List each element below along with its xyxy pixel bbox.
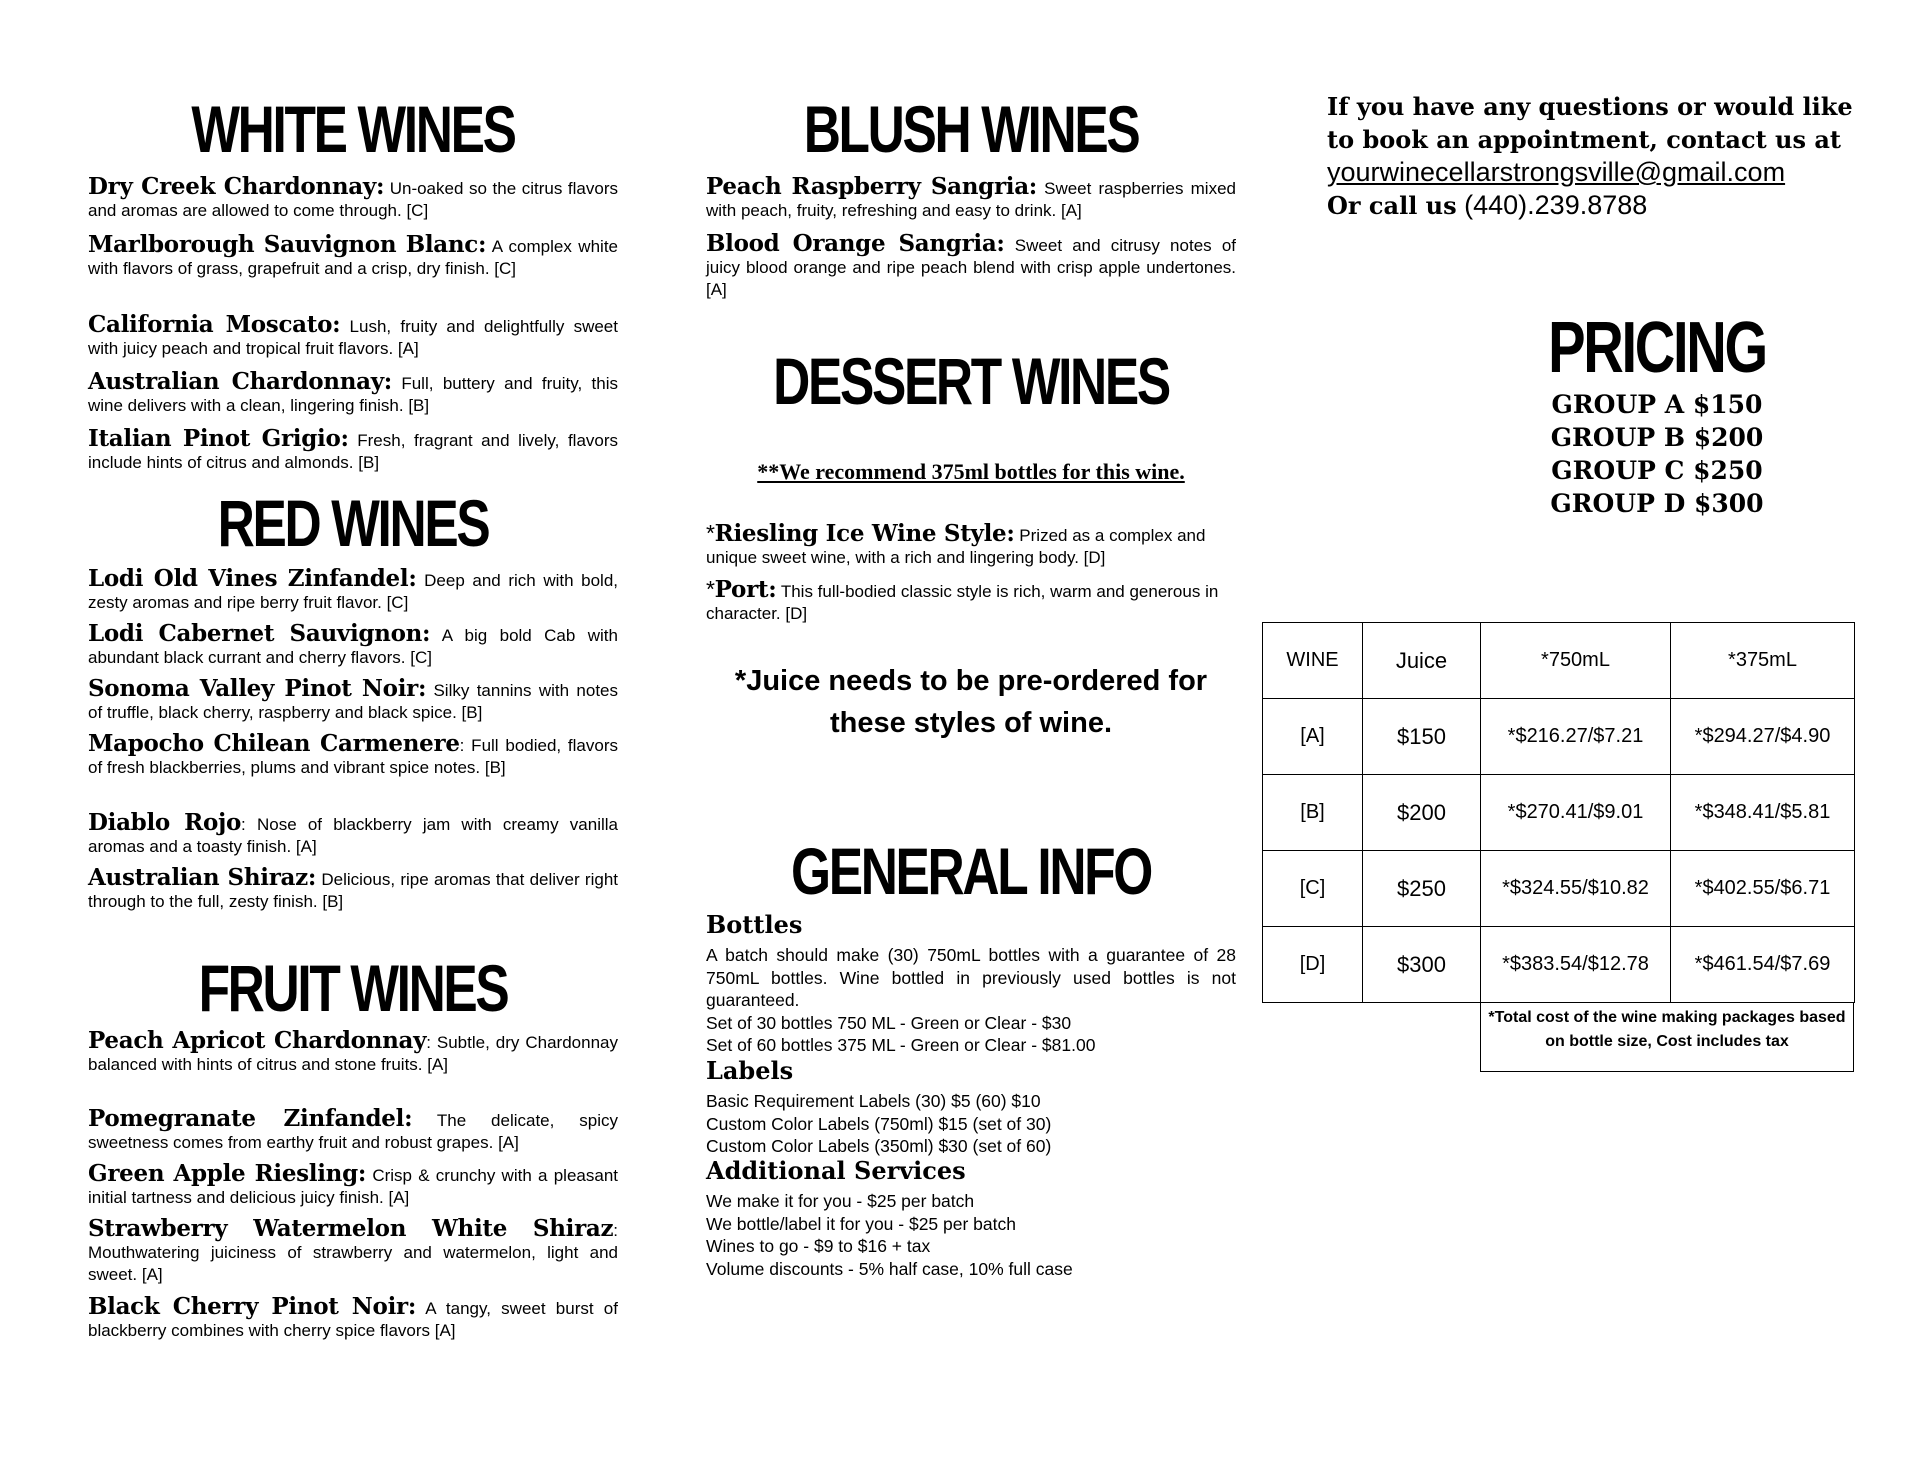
pricing-group: GROUP D $300 xyxy=(1550,489,1764,518)
table-cell: [B] xyxy=(1263,775,1363,851)
table-row xyxy=(1263,927,1855,1003)
wine-entry: Lodi Old Vines Zinfandel: Deep and rich with bold, zesty aromas and ripe berry fruit flavor. [C] xyxy=(88,565,619,612)
wine-entry: Lodi Cabernet Sauvignon: A big bold Cab with abundant black currant and cherry flavors. [C] xyxy=(88,620,618,667)
phone-number: (440).239.8788 xyxy=(1456,190,1648,220)
wine-entry: Dry Creek Chardonnay: Un-oaked so the citrus flavors and aromas are allowed to come through. [C] xyxy=(88,173,618,220)
pricing-group: GROUP A $150 xyxy=(1551,390,1763,419)
labels-subheading: Labels xyxy=(706,1056,794,1085)
left-column xyxy=(88,0,618,1484)
table-header: *750mL xyxy=(1481,623,1671,699)
fruit-wines-heading: FRUIT WINES xyxy=(198,951,508,1025)
right-column xyxy=(1262,0,1858,1484)
bottles-paragraph: A batch should make (30) 750mL bottles with a guarantee of 28 750mL bottles. Wine bottled in previously used bottles is not guaranteed. xyxy=(706,945,1236,1010)
table-header-row xyxy=(1263,623,1855,699)
wine-entry: Italian Pinot Grigio: Fresh, fragrant and lively, flavors include hints of citrus and almonds. [B] xyxy=(88,425,619,472)
wine-entry: *Riesling Ice Wine Style: Prized as a complex and unique sweet wine, with a rich and lingering body. [D] xyxy=(706,520,1206,567)
table-cell: *$461.54/$7.69 xyxy=(1671,927,1855,1003)
table-cell: $150 xyxy=(1363,699,1481,775)
services-info xyxy=(706,1190,1236,1280)
pricing-heading: PRICING xyxy=(1548,308,1766,388)
wine-entry: Sonoma Valley Pinot Noir: Silky tannins with notes of truffle, black cherry, raspberry and black spice. [B] xyxy=(88,675,618,722)
white-wines-heading: WHITE WINES xyxy=(191,92,515,166)
table-header: Juice xyxy=(1363,623,1481,699)
info-line: Set of 30 bottles 750 ML - Green or Clear - $30 xyxy=(706,1012,1072,1033)
table-cell: *$270.41/$9.01 xyxy=(1481,775,1671,851)
table-row xyxy=(1263,775,1855,851)
wine-entry: Mapocho Chilean Carmenere: Full bodied, flavors of fresh blackberries, plums and vibrant spice notes. [B] xyxy=(88,730,618,777)
info-line: Wines to go - $9 to $16 + tax xyxy=(706,1236,931,1256)
pricing-group: GROUP C $250 xyxy=(1551,456,1763,485)
middle-column xyxy=(706,0,1236,1484)
table-cell: *$324.55/$10.82 xyxy=(1481,851,1671,927)
table-cell: [D] xyxy=(1263,927,1363,1003)
general-info-heading: GENERAL INFO xyxy=(791,834,1151,908)
table-cell: *$348.41/$5.81 xyxy=(1671,775,1855,851)
table-cell: $250 xyxy=(1363,851,1481,927)
labels-info xyxy=(706,1090,1236,1158)
table-header: WINE xyxy=(1263,623,1363,699)
info-line: We make it for you - $25 per batch xyxy=(706,1191,975,1211)
info-line: Custom Color Labels (750ml) $15 (set of 30) xyxy=(706,1113,1052,1134)
table-header: *375mL xyxy=(1671,623,1855,699)
table-cell: *$402.55/$6.71 xyxy=(1671,851,1855,927)
pricing-footnote: *Total cost of the wine making packages based on bottle size, Cost includes tax xyxy=(1480,1002,1854,1072)
wine-entry: Black Cherry Pinot Noir: A tangy, sweet burst of blackberry combines with cherry spice flavors [A] xyxy=(88,1293,618,1340)
table-row xyxy=(1263,699,1855,775)
call-label: Or call us xyxy=(1327,191,1457,220)
red-wines-heading: RED WINES xyxy=(217,486,489,560)
contact-intro: If you have any questions or would like to book an appointment, contact us at xyxy=(1327,92,1853,154)
blush-wines-heading: BLUSH WINES xyxy=(803,92,1139,166)
table-cell: [A] xyxy=(1263,699,1363,775)
table-cell: $300 xyxy=(1363,927,1481,1003)
wine-entry: Australian Shiraz: Delicious, ripe aromas that deliver right through to the full, zesty finish. [B] xyxy=(88,864,618,911)
wine-entry: Pomegranate Zinfandel: The delicate, spicy sweetness comes from earthy fruit and robust grapes. [A] xyxy=(88,1105,618,1152)
info-line: Set of 60 bottles 375 ML - Green or Clear - $81.00 xyxy=(706,1035,1096,1055)
table-cell: *$294.27/$4.90 xyxy=(1671,699,1855,775)
wine-entry: Blood Orange Sangria: Sweet and citrusy notes of juicy blood orange and ripe peach blend with crisp apple undertones. [A] xyxy=(706,230,1236,299)
services-subheading: Additional Services xyxy=(706,1156,966,1185)
table-cell: *$216.27/$7.21 xyxy=(1481,699,1671,775)
wine-entry: California Moscato: Lush, fruity and delightfully sweet with juicy peach and tropical fruit flavors. [A] xyxy=(88,311,618,358)
table-cell: $200 xyxy=(1363,775,1481,851)
bottles-subheading: Bottles xyxy=(706,910,803,939)
pre-order-note: *Juice needs to be pre-ordered for these styles of wine. xyxy=(734,665,1208,739)
bottle-recommendation-note: **We recommend 375ml bottles for this wine. xyxy=(757,459,1185,484)
info-line: Volume discounts - 5% half case, 10% full case xyxy=(706,1258,1073,1279)
table-cell: *$383.54/$12.78 xyxy=(1481,927,1671,1003)
info-line: Custom Color Labels (350ml) $30 (set of 60) xyxy=(706,1136,1052,1156)
wine-entry: Strawberry Watermelon White Shiraz: Mouthwatering juiciness of strawberry and watermelon, light and sweet. [A] xyxy=(88,1215,618,1284)
info-line: Basic Requirement Labels (30) $5 (60) $10 xyxy=(706,1091,1041,1111)
bottles-info xyxy=(706,944,1236,1057)
dessert-wines-heading: DESSERT WINES xyxy=(773,344,1169,418)
pricing-group: GROUP B $200 xyxy=(1550,423,1764,452)
wine-entry: *Port: This full-bodied classic style is rich, warm and generous in character. [D] xyxy=(706,576,1219,623)
table-row xyxy=(1263,851,1855,927)
wine-entry: Peach Apricot Chardonnay: Subtle, dry Chardonnay balanced with hints of citrus and stone fruits. [A] xyxy=(88,1027,618,1074)
wine-entry: Green Apple Riesling: Crisp & crunchy with a pleasant initial tartness and delicious juicy finish. [A] xyxy=(88,1160,618,1207)
wine-entry: Peach Raspberry Sangria: Sweet raspberries mixed with peach, fruity, refreshing and easy to drink. [A] xyxy=(706,173,1236,220)
pricing-table xyxy=(1262,622,1855,1003)
info-line: We bottle/label it for you - $25 per batch xyxy=(706,1213,1016,1234)
wine-entry: Marlborough Sauvignon Blanc: A complex white with flavors of grass, grapefruit and a crisp, dry finish. [C] xyxy=(88,231,618,278)
pricing-groups xyxy=(1482,388,1832,520)
wine-entry: Diablo Rojo: Nose of blackberry jam with creamy vanilla aromas and a toasty finish. [A] xyxy=(88,809,618,856)
wine-entry: Australian Chardonnay: Full, buttery and fruity, this wine delivers with a clean, lingering finish. [B] xyxy=(88,368,618,415)
contact-block xyxy=(1327,90,1867,222)
table-cell: [C] xyxy=(1263,851,1363,927)
email-link[interactable]: yourwinecellarstrongsville@gmail.com xyxy=(1327,157,1786,187)
